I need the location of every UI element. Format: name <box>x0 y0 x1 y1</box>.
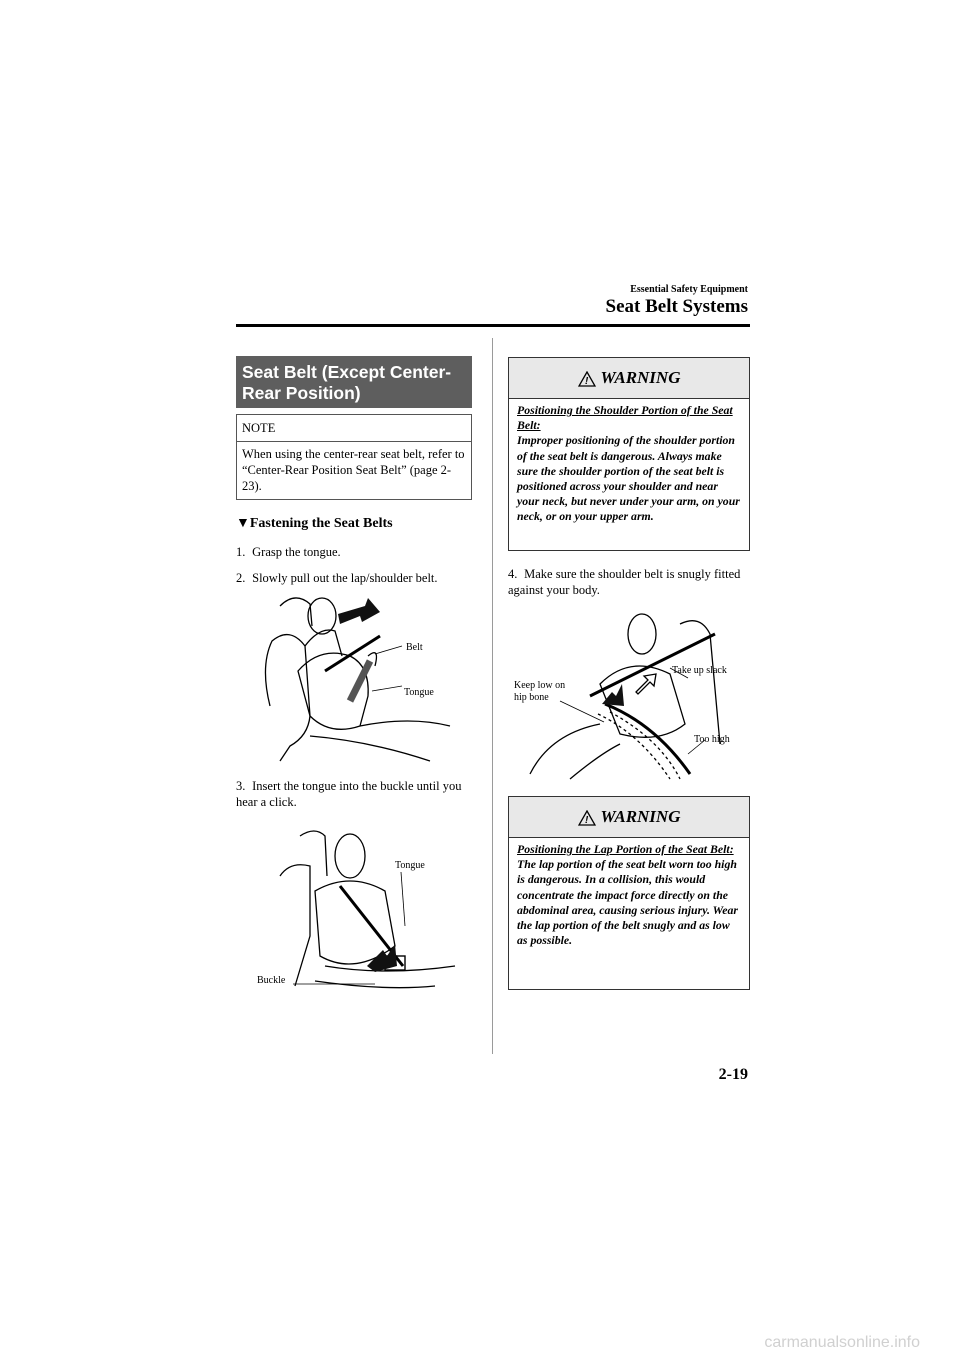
warning-body <box>517 403 741 525</box>
step-number: 1. <box>236 545 246 559</box>
figure-insert-tongue <box>255 816 465 996</box>
warning-box-shoulder <box>508 357 750 551</box>
step-text: Grasp the tongue. <box>252 545 341 559</box>
step-text: Insert the tongue into the buckle until you hear a click. <box>236 779 462 809</box>
warning-text: The lap portion of the seat belt worn too high is dangerous. In a collision, this would concentrate the impact force directly on the abdominal area, causing serious injury. Wear the lap portion of the belt snugly and as low as possible. <box>517 857 739 948</box>
warning-label: WARNING <box>600 807 681 826</box>
warning-text: Improper positioning of the shoulder portion of the seat belt is dangerous. Always make sure the shoulder portion of the seat belt is positioned across your shoulder and near your neck, but never under your arm, on your neck, or on your upper arm. <box>517 433 740 524</box>
svg-text:!: ! <box>584 376 588 388</box>
step-text: Make sure the shoulder belt is snugly fitted against your body. <box>508 567 741 597</box>
triangle-bullet-icon: ▼ <box>236 516 250 531</box>
note-label: NOTE <box>237 415 471 442</box>
warning-box-lap <box>508 796 750 990</box>
warning-heading: Positioning the Shoulder Portion of the Seat Belt: <box>517 403 733 433</box>
section-title: Seat Belt (Except Center- Rear Position) <box>236 356 472 408</box>
label-too-high: Too high <box>694 734 730 745</box>
label-keep-low-2: hip bone <box>514 692 549 703</box>
note-text: When using the center-rear seat belt, refer to “Center-Rear Position Seat Belt” (page 2-23). <box>242 447 465 493</box>
page-number: 2-19 <box>718 1066 748 1083</box>
warning-triangle-icon <box>578 810 596 826</box>
step-number: 4. <box>508 567 518 581</box>
svg-text:!: ! <box>584 815 588 827</box>
subheading <box>236 516 393 532</box>
label-tongue: Tongue <box>395 860 425 871</box>
label-keep-low-1: Keep low on <box>514 680 566 691</box>
watermark: carmanualsonline.info <box>764 1334 920 1351</box>
warning-label: WARNING <box>600 368 681 387</box>
label-tongue: Tongue <box>404 687 434 698</box>
step-4 <box>508 566 753 598</box>
figure-belt-position <box>510 604 750 780</box>
page-title: Seat Belt Systems <box>605 296 748 317</box>
note-box <box>236 414 472 500</box>
header-rule <box>236 324 750 327</box>
label-belt: Belt <box>406 642 423 653</box>
step-2 <box>236 570 486 586</box>
label-buckle: Buckle <box>257 975 286 986</box>
figure-pull-belt <box>250 586 460 766</box>
warning-heading: Positioning the Lap Portion of the Seat Belt: <box>517 842 734 856</box>
label-take-up-slack: Take up slack <box>672 665 727 676</box>
warning-body <box>517 842 741 948</box>
warning-header <box>509 358 749 399</box>
step-number: 2. <box>236 571 246 585</box>
subheading-text: Fastening the Seat Belts <box>249 516 393 531</box>
step-number: 3. <box>236 779 246 793</box>
warning-header <box>509 797 749 838</box>
column-divider <box>492 338 493 1054</box>
step-1 <box>236 544 476 560</box>
step-text: Slowly pull out the lap/shoulder belt. <box>252 571 438 585</box>
chapter-label: Essential Safety Equipment <box>630 284 748 295</box>
step-3 <box>236 778 481 810</box>
warning-triangle-icon <box>578 371 596 387</box>
